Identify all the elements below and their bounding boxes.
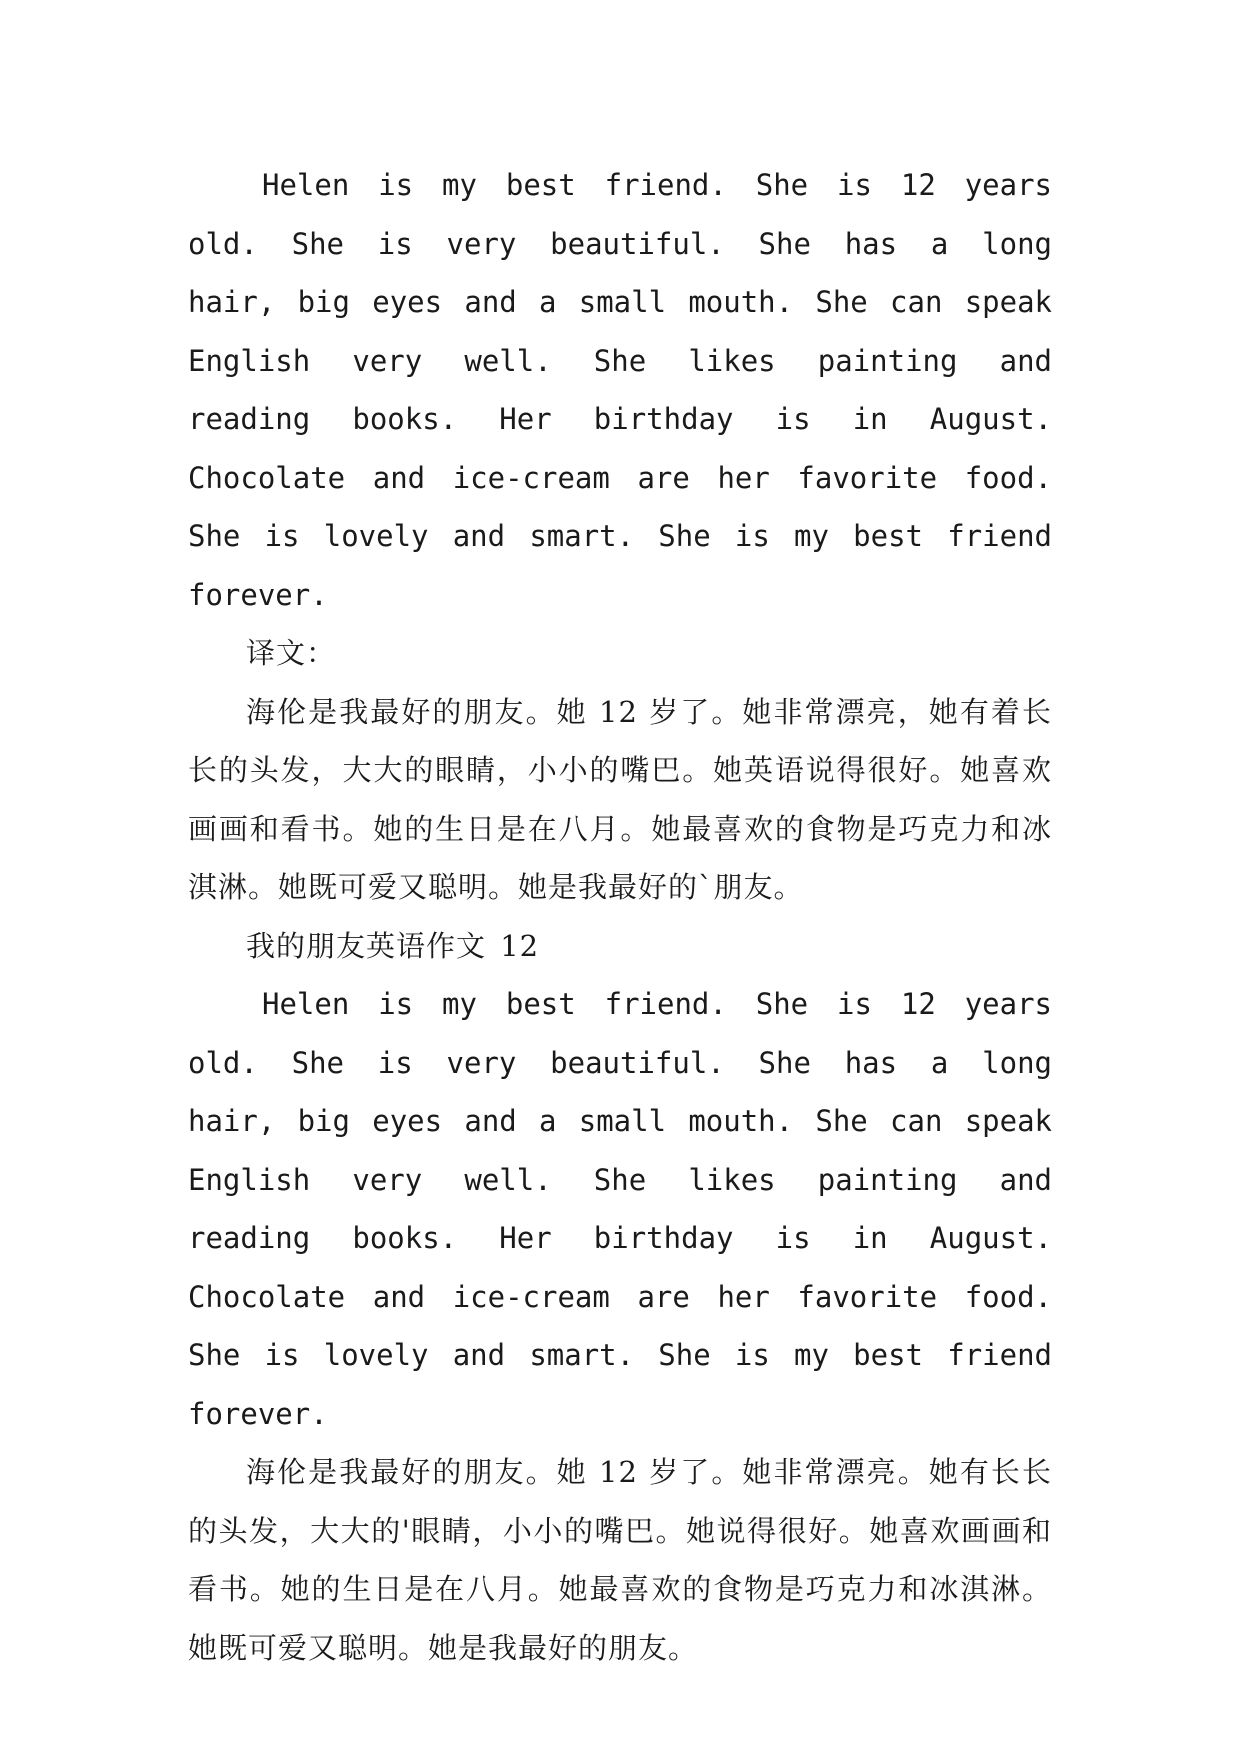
chinese-translation-paragraph: 海伦是我最好的朋友。她 12 岁了。她非常漂亮。她有长长的头发，大大的'眼睛，小小的嘴巴。她说得很好。她喜欢画画和看书。她的生日是在八月。她最喜欢的食物是巧克力和冰淇淋。她既可爱又聪明。她是我最好的朋友。 bbox=[188, 1455, 1052, 1665]
essay-heading: 我的朋友英语作文 12 bbox=[246, 928, 540, 963]
english-essay-paragraph: Helen is my best friend. She is 12 years old. She is very beautiful. She has a long hair, big eyes and a small mouth. She can speak English very well. She likes painting and reading books. Her birthday is in August. Chocolate and ice-cream are her favorite food. She is lovely and smart. She is my best friend forever. bbox=[188, 168, 1052, 612]
document-page bbox=[188, 156, 1052, 1677]
translation-label: 译文： bbox=[246, 636, 337, 670]
english-essay-paragraph: Helen is my best friend. She is 12 years old. She is very beautiful. She has a long hair, big eyes and a small mouth. She can speak English very well. She likes painting and reading books. Her birthday is in August. Chocolate and ice-cream are her favorite food. She is lovely and smart. She is my best friend forever. bbox=[188, 987, 1052, 1431]
chinese-translation-paragraph: 海伦是我最好的朋友。她 12 岁了。她非常漂亮，她有着长长的头发，大大的眼睛，小小的嘴巴。她英语说得很好。她喜欢画画和看书。她的生日是在八月。她最喜欢的食物是巧克力和冰淇淋。她既可爱又聪明。她是我最好的`朋友。 bbox=[188, 694, 1052, 904]
